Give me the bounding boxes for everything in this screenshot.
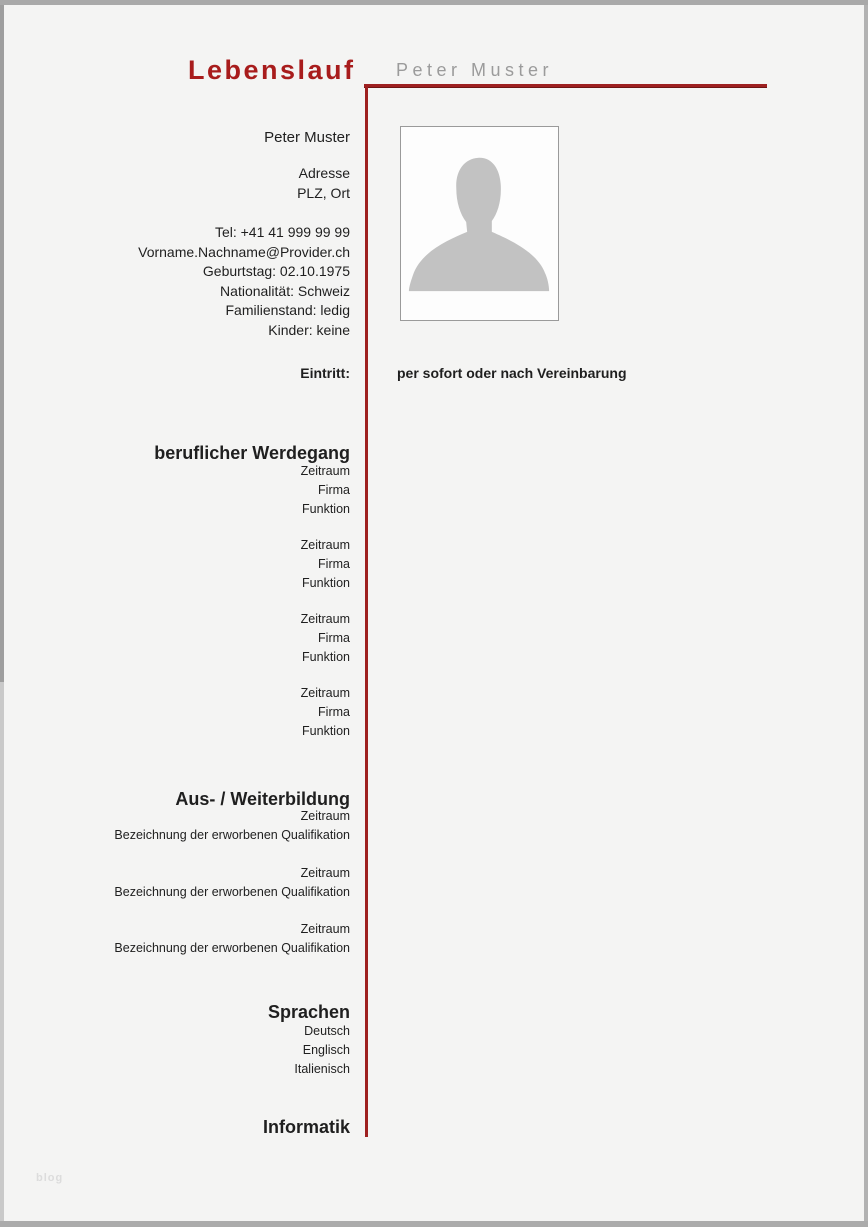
entry-zeitraum: Zeitraum	[300, 538, 350, 552]
werdegang-entry	[0, 462, 350, 519]
entry-firma: Firma	[318, 705, 350, 719]
werdegang-entry	[0, 610, 350, 667]
werdegang-entry	[0, 536, 350, 593]
entry-funktion: Funktion	[302, 502, 350, 516]
contact-birthdate: Geburtstag: 02.10.1975	[202, 263, 350, 279]
entry-zeitraum: Zeitraum	[300, 686, 350, 700]
sprachen-items	[0, 1022, 350, 1079]
section-heading-informatik: Informatik	[262, 1117, 350, 1137]
language-item: Englisch	[302, 1043, 350, 1057]
language-item: Deutsch	[304, 1024, 350, 1038]
entry-funktion: Funktion	[302, 724, 350, 738]
accent-horizontal-line	[364, 84, 767, 88]
person-silhouette-icon	[401, 127, 558, 320]
entry-zeitraum: Zeitraum	[300, 612, 350, 626]
eintritt-value: per sofort oder nach Vereinbarung	[397, 365, 627, 381]
contact-city: PLZ, Ort	[297, 184, 350, 201]
weiterbildung-entries	[0, 807, 350, 977]
watermark: blog	[36, 1172, 64, 1184]
contact-name: Peter Muster	[264, 129, 350, 146]
contact-marital-status: Familienstand: ledig	[225, 302, 350, 318]
section-heading-werdegang: beruflicher Werdegang	[154, 443, 350, 463]
section-heading-weiterbildung: Aus- / Weiterbildung	[175, 789, 350, 809]
weiterbildung-entry	[0, 807, 350, 845]
entry-qualifikation: Bezeichnung der erworbenen Qualifikation	[114, 884, 350, 899]
frame-top-edge	[0, 0, 868, 5]
frame-bottom-edge	[0, 1221, 868, 1227]
entry-zeitraum: Zeitraum	[300, 922, 350, 936]
entry-firma: Firma	[318, 631, 350, 645]
photo-placeholder	[400, 126, 559, 321]
contact-nationality: Nationalität: Schweiz	[220, 282, 350, 299]
section-heading-sprachen: Sprachen	[267, 1002, 350, 1022]
accent-vertical-line	[365, 84, 368, 1137]
contact-children: Kinder: keine	[268, 321, 350, 338]
document-title: Lebenslauf	[188, 55, 356, 85]
entry-firma: Firma	[318, 557, 350, 571]
frame-right-edge	[864, 5, 868, 1221]
entry-qualifikation: Bezeichnung der erworbenen Qualifikation	[114, 941, 350, 955]
language-item: Italienisch	[294, 1062, 350, 1076]
contact-email: Vorname.Nachname@Provider.ch	[138, 243, 350, 260]
weiterbildung-entry	[0, 864, 350, 902]
document-title-name: Peter Muster	[396, 60, 554, 80]
entry-funktion: Funktion	[302, 650, 350, 664]
entry-funktion: Funktion	[302, 576, 350, 590]
contact-block	[0, 128, 350, 340]
entry-firma: Firma	[318, 483, 350, 497]
entry-zeitraum: Zeitraum	[300, 464, 350, 478]
contact-phone: Tel: +41 41 999 99 99	[214, 224, 350, 240]
weiterbildung-entry	[0, 920, 350, 958]
entry-zeitraum: Zeitraum	[300, 865, 350, 880]
werdegang-entries	[0, 462, 350, 758]
contact-address: Adresse	[298, 165, 350, 181]
werdegang-entry	[0, 684, 350, 741]
entry-qualifikation: Bezeichnung der erworbenen Qualifikation	[114, 828, 350, 842]
entry-zeitraum: Zeitraum	[300, 809, 350, 823]
eintritt-label: Eintritt:	[300, 365, 350, 381]
